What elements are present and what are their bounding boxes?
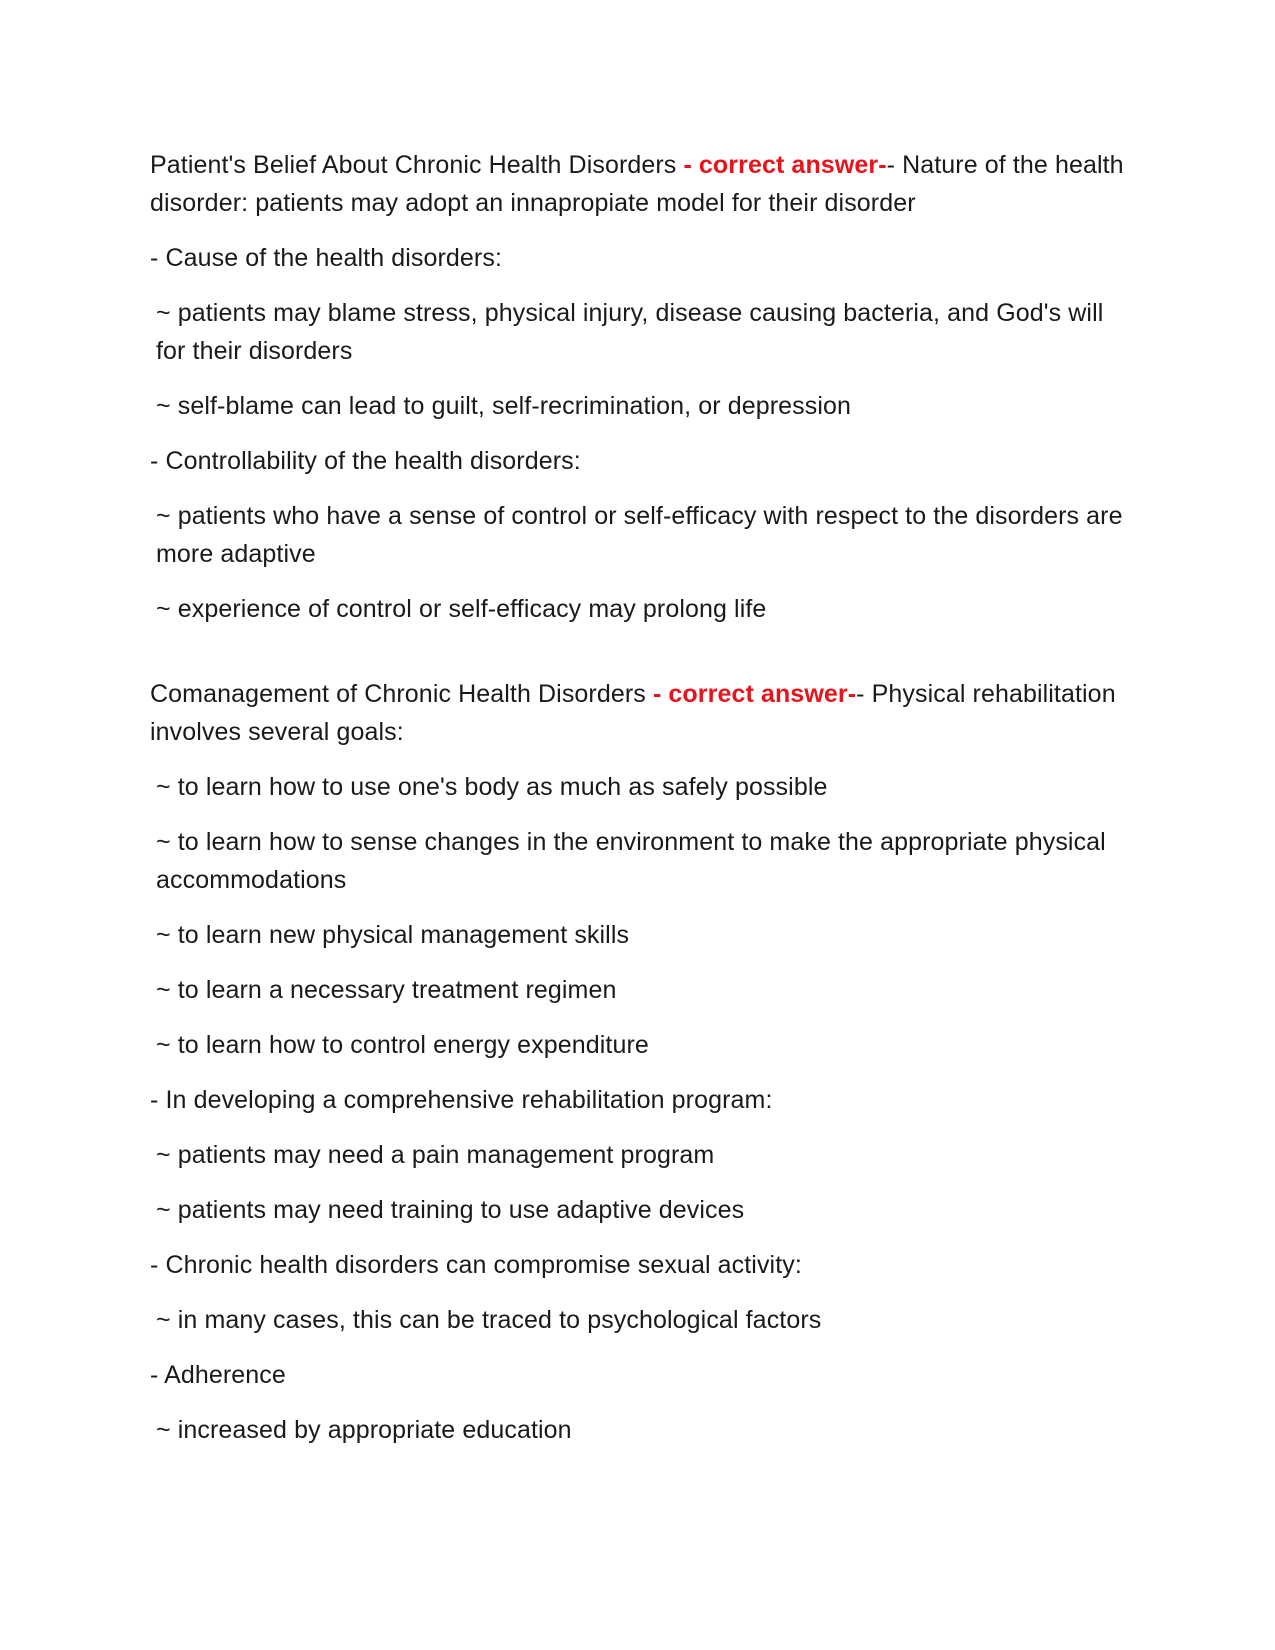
definition-line: ~ self-blame can lead to guilt, self-recrimination, or depression: [156, 392, 852, 420]
definition-line: - In developing a comprehensive rehabilitation program:: [150, 1086, 773, 1114]
definition-line: ~ to learn how to sense changes in the environment to make the appropriate physical accommodations: [156, 828, 1113, 894]
definition-line: - Cause of the health disorders:: [150, 244, 503, 272]
definition-line: ~ to learn a necessary treatment regimen: [156, 976, 617, 1004]
definition-line: ~ patients may blame stress, physical injury, disease causing bacteria, and God's will for their disorders: [156, 299, 1111, 365]
flashcard-list: [150, 146, 1131, 1466]
definition-line: ~ in many cases, this can be traced to psychological factors: [156, 1306, 822, 1334]
answer-marker: - correct answer-: [683, 151, 887, 179]
flashcard-entry: [150, 675, 1125, 1449]
definition-line: - Chronic health disorders can compromise sexual activity:: [150, 1251, 802, 1279]
definition-start: - Nature of the health disorder: patients may adopt an innapropiate model for their disorder: [150, 151, 1131, 217]
definition-line: ~ patients may need a pain management program: [156, 1141, 715, 1169]
definition-line: ~ patients may need training to use adaptive devices: [156, 1196, 745, 1224]
definition-line: ~ to learn how to control energy expenditure: [156, 1031, 649, 1059]
definition-line: ~ to learn how to use one's body as much as safely possible: [156, 773, 828, 801]
flashcard-entry: [150, 146, 1131, 628]
term-text: Patient's Belief About Chronic Health Disorders: [150, 151, 677, 179]
definition-line: ~ experience of control or self-efficacy may prolong life: [156, 595, 767, 623]
answer-marker: - correct answer-: [652, 680, 857, 708]
definition-line: - Adherence: [150, 1361, 286, 1389]
definition-line: ~ increased by appropriate education: [156, 1416, 572, 1444]
flashcard-heading: [150, 146, 1131, 222]
flashcard-heading: [150, 675, 1125, 751]
term-text: Comanagement of Chronic Health Disorders: [150, 680, 646, 708]
definition-start: - Physical rehabilitation involves several goals:: [150, 680, 1123, 746]
definition-line: ~ to learn new physical management skills: [156, 921, 630, 949]
definition-line: - Controllability of the health disorders:: [150, 447, 581, 475]
definition-line: ~ patients who have a sense of control or self-efficacy with respect to the disorders are more adaptive: [156, 502, 1130, 568]
